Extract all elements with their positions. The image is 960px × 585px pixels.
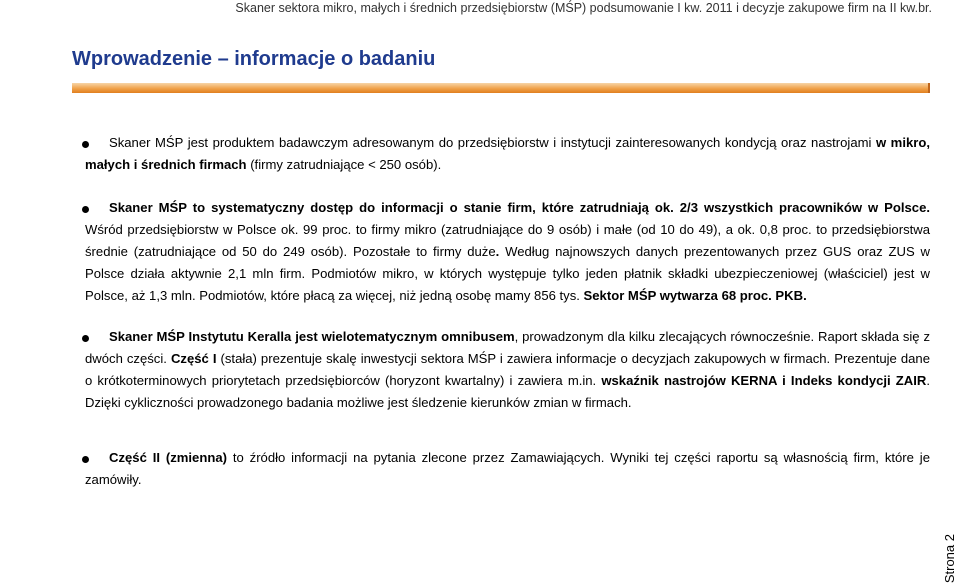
b2-text-1: Skaner MŚP to systematyczny dostęp do informacji o stanie firm, które zatrudniają ok. 2/3 wszystkich pracowników w Polsce. [109,200,930,215]
bullet-dot-icon [82,335,89,342]
bullet-2-text [85,197,930,307]
b1-text-1: Skaner MŚP jest produktem badawczym adresowanym do przedsiębiorstw i instytucji zainteresowanych kondycją oraz nastrojami [109,135,876,150]
b3-text-4: (stała) prezentuje skalę inwestycji sektora MŚP i zawiera informacje o decyzjach zakupowych w firmach. Prezentuje dane o krótkoterminowych priorytetach przedsiębiorców (horyzont kwartalny) i zawiera m.in. [85,351,930,388]
b2-text-2: Wśród przedsiębiorstw w Polsce ok. 99 proc. to firmy mikro (zatrudniające do 9 osób) i małe (od 10 do 49), a ok. 0,8 proc. to przedsiębiorstwa średnie (zatrudniające od 50 do 249 osób). Pozostałe to firmy duże [85,222,930,259]
b2-text-5: Sektor MŚP wytwarza 68 proc. PKB. [583,288,807,303]
bullet-dot-icon [82,206,89,213]
bullet-4-text [85,447,930,491]
b3-text-6: . Dzięki cykliczności prowadzonego badania możliwe jest śledzenie kierunków zmian w firmach. [85,373,930,410]
page-number: Strona 2 [942,533,957,583]
bullet-dot-icon [82,456,89,463]
b3-text-3: Część I [170,351,217,366]
b2-text-4: Według najnowszych danych prezentowanych przez GUS oraz ZUS w Polsce działa aktywnie 2,1 mln firm. Podmiotów mikro, w których występuje tylko jeden płatnik składki ubezpieczeniowej (właściciel) jest w Polsce, aż 1,3 mln. Podmiotów, które płacą za więcej, niż jedną osobę mamy 856 tys. [85,244,930,303]
b2-text-3: . [495,244,500,259]
b1-text-3: (firmy zatrudniające < 250 osób). [246,157,442,172]
b3-text-1: Skaner MŚP Instytutu Keralla jest wielotematycznym omnibusem [109,329,515,344]
bullet-paragraph-3 [85,326,930,414]
title-underline-end [928,83,930,93]
section-title: Wprowadzenie – informacje o badaniu [72,48,436,70]
b4-text-1: Część II (zmienna) [109,450,227,465]
bullet-dot-icon [82,141,89,148]
b3-text-5: wskaźnik nastrojów KERNA i Indeks kondycji ZAIR [601,373,927,388]
b3-text-2: , prowadzonym dla kilku zlecających równocześnie. Raport składa się z dwóch części. [85,329,930,366]
bullet-paragraph-2 [85,197,930,307]
bullet-1-text [85,132,930,176]
running-header: Skaner sektora mikro, małych i średnich przedsiębiorstw (MŚP) podsumowanie I kw. 2011 i decyzje zakupowe firm na II kw.br. [235,1,932,15]
b1-text-2: w mikro, małych i średnich firmach [85,135,930,172]
b4-text-2: to źródło informacji na pytania zlecone przez Zamawiających. Wyniki tej części raportu są własnością firm, które je zamówiły. [85,450,930,487]
title-underline-bar [72,83,930,93]
bullet-paragraph-4 [85,447,930,491]
bullet-3-text [85,326,930,414]
bullet-paragraph-1 [85,132,930,176]
